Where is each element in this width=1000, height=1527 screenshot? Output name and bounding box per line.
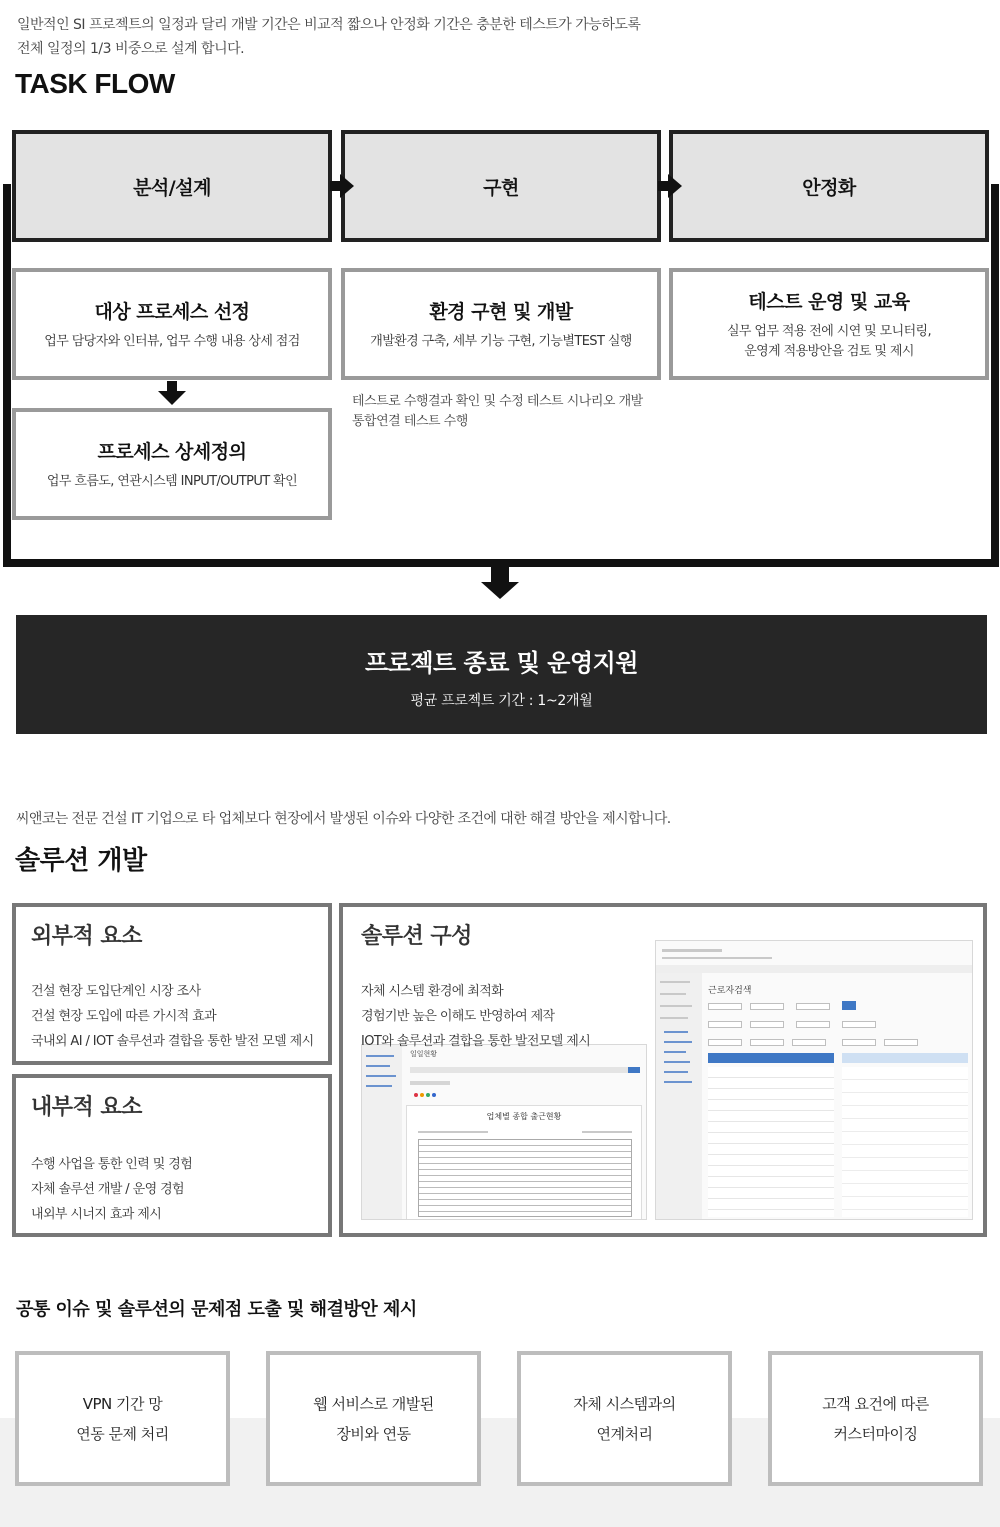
arrow-right-icon: [668, 174, 682, 198]
card-item: 내외부 시너지 효과 제시: [31, 1207, 162, 1222]
card-item: 자체 솔루션 개발 / 운영 경험: [31, 1182, 184, 1197]
issue-line: 연계처리: [596, 1424, 653, 1443]
issue-line: 연동 문제 처리: [76, 1424, 169, 1443]
card-title: 외부적 요소: [31, 924, 142, 949]
issue-line: 자체 시스템과의: [573, 1394, 676, 1413]
issue-web-service: [266, 1351, 481, 1486]
solution-title: 솔루션 개발: [15, 846, 147, 876]
step-title: 테스트 운영 및 교육: [748, 290, 910, 313]
arrow-right-icon: [340, 174, 354, 198]
solution-composition-card: [339, 903, 987, 1237]
arrow-down-icon: [481, 582, 519, 599]
shot-header: 근로자검색: [708, 986, 752, 996]
card-item: 수행 사업을 통한 인력 및 경험: [31, 1157, 193, 1172]
phase-analysis: 분석/설계: [12, 130, 332, 242]
implementation-note: [352, 392, 643, 432]
intro-line: 일반적인 SI 프로젝트의 일정과 달리 개발 기간은 비교적 짧으나 안정화 기간은 충분한 테스트가 가능하도록: [17, 17, 641, 33]
banner-subtitle: 평균 프로젝트 기간 : 1~2개월: [410, 693, 593, 709]
arrow-stem: [167, 381, 177, 391]
shot-header: 일일현황: [410, 1050, 438, 1058]
note-line: 통합연결 테스트 수행: [352, 414, 468, 429]
issue-line: 커스터마이징: [833, 1424, 918, 1443]
step-desc: 업무 흐름도, 연관시스템 INPUT/OUTPUT 확인: [46, 473, 298, 489]
project-end-banner: [16, 615, 987, 734]
external-factors-card: [12, 903, 332, 1065]
solution-intro: 씨앤코는 전문 건설 IT 기업으로 타 업체보다 현장에서 발생된 이슈와 다양한 조건에 대한 해결 방안을 제시합니다.: [16, 811, 671, 827]
intro-line: 전체 일정의 1/3 비중으로 설계 합니다.: [17, 41, 245, 57]
card-title: 내부적 요소: [31, 1095, 142, 1120]
step-desc: 운영계 적용방안을 검토 및 제시: [744, 343, 914, 359]
step-process-detail: [12, 408, 332, 520]
card-item: 경험기반 높은 이해도 반영하여 제작: [361, 1009, 555, 1024]
phase-stabilization: 안정화: [669, 130, 989, 242]
card-item: IOT와 솔루션과 결합을 통한 발전모델 제시: [361, 1034, 591, 1049]
step-title: 환경 구현 및 개발: [429, 300, 573, 323]
task-flow-title: TASK FLOW: [15, 68, 175, 99]
card-item: 국내외 AI / IOT 솔루션과 결합을 통한 발전 모델 제시: [31, 1034, 314, 1049]
step-title: 대상 프로세스 선정: [94, 300, 250, 323]
right-screenshot: [655, 940, 973, 1220]
step-title: 프로세스 상세정의: [97, 440, 247, 463]
issue-line: 장비와 연동: [336, 1424, 411, 1443]
left-screenshot: [361, 1044, 647, 1220]
issue-vpn: [15, 1351, 230, 1486]
arrow-stem: [491, 566, 509, 582]
task-flow-intro: [17, 13, 917, 61]
issue-line: 고객 요건에 따른: [822, 1394, 929, 1413]
issue-system-integration: [517, 1351, 732, 1486]
note-line: 테스트로 수행결과 확인 및 수정 테스트 시나리오 개발: [352, 394, 643, 409]
arrow-down-icon: [158, 391, 186, 405]
step-env-build: [341, 268, 661, 380]
shot-report-title: 업체별 종합 출근현황: [486, 1112, 562, 1121]
issue-line: VPN 기간 망: [82, 1394, 163, 1413]
banner-title: 프로젝트 종료 및 운영지원: [364, 649, 639, 677]
card-item: 건설 현장 도입에 따른 가시적 효과: [31, 1009, 217, 1024]
issue-customizing: [768, 1351, 983, 1486]
card-title: 솔루션 구성: [361, 924, 472, 949]
internal-factors-card: [12, 1074, 332, 1237]
step-desc: 업무 담당자와 인터뷰, 업무 수행 내용 상세 점검: [44, 333, 300, 349]
issue-line: 웹 서비스로 개발된: [313, 1394, 434, 1413]
step-desc: 개발환경 구축, 세부 기능 구현, 기능별TEST 실행: [370, 333, 632, 349]
step-desc: 실무 업무 적용 전에 시연 및 모니터링,: [726, 323, 932, 339]
card-item: 건설 현장 도입단계인 시장 조사: [31, 984, 201, 999]
card-item: 자체 시스템 환경에 최적화: [361, 984, 504, 999]
step-target-process: [12, 268, 332, 380]
step-test-operation: [669, 268, 989, 380]
issues-title: 공통 이슈 및 솔루션의 문제점 도출 및 해결방안 제시: [16, 1299, 417, 1320]
phase-implementation: 구현: [341, 130, 661, 242]
